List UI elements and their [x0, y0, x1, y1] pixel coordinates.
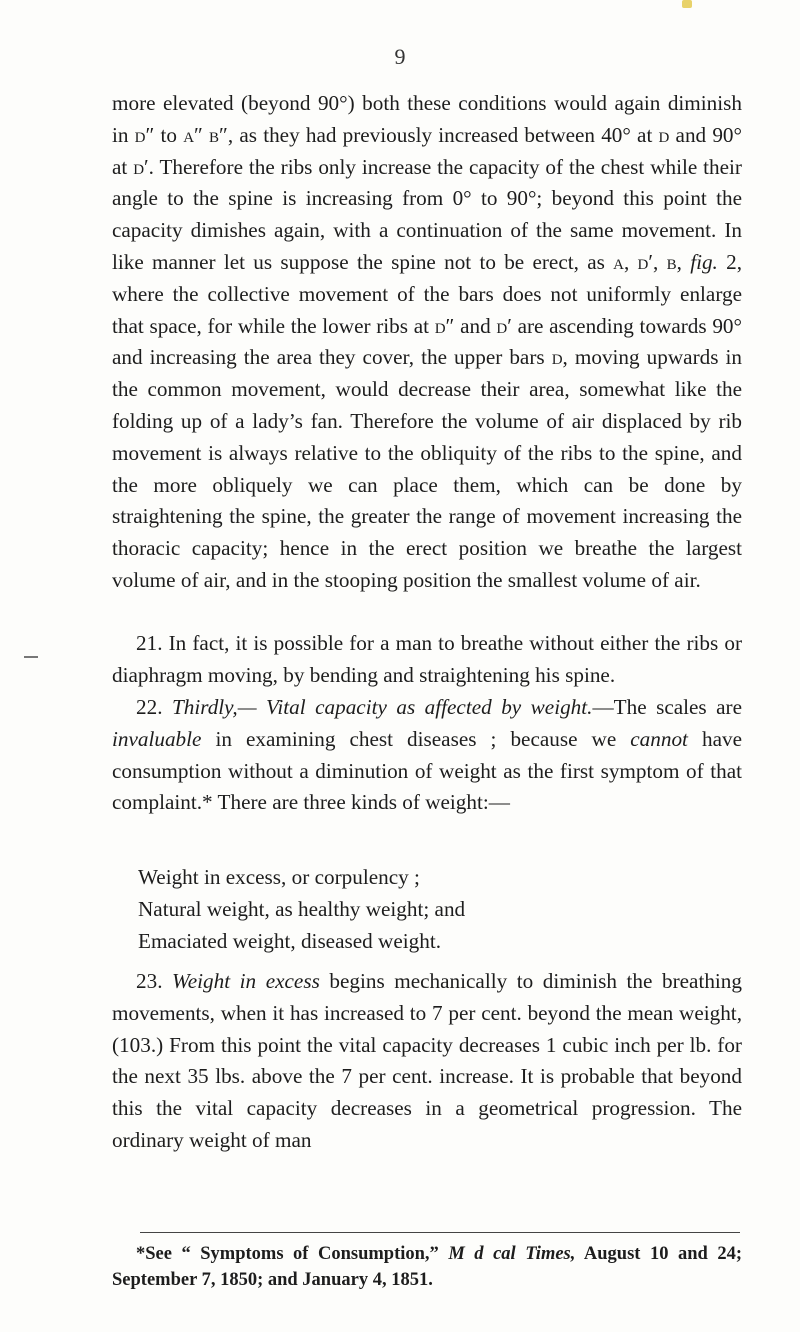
para1-letter-d1: d′ [133, 154, 149, 179]
para1-text-12: , moving upwards in the common movement, would decrease their area, somewhat like the folding up of a lady’s fan. Therefore the volume of air displaced by rib movement is always relative to the obliquity of the ribs to the spine, and the more obliquely we can place them, which can be done by straightening the spine, the greater the range of movement increasing the thoracic capacity; hence in the erect position we breathe the largest volume of air, and in the stooping position the smallest volume of air. [112, 345, 742, 592]
weight-item-excess: Weight in excess, or corpulency ; [138, 865, 420, 889]
footnote [112, 1241, 742, 1293]
para22-emphasis-2: cannot [630, 726, 688, 751]
para1-letter-d1b: d′ [637, 249, 654, 274]
paragraph-23 [112, 966, 742, 1157]
footnote-rule [140, 1232, 740, 1233]
margin-mark [24, 656, 38, 658]
paragraph-21 [112, 628, 742, 692]
footnote-text-2: August 10 and 24; September 7, 1850; and January 4, 1851. [112, 1244, 742, 1290]
para23-heading: Weight in excess [172, 969, 320, 993]
para1-text-3: , as they had previously increased between 40° at [227, 122, 659, 147]
para22-heading: Thirdly,— Vital capacity as affected by weight. [171, 695, 593, 719]
para1-text-1: more elevated (beyond 90°) both these conditions would again diminish in [112, 91, 742, 147]
para22-text-2: in examining chest diseases ; because we [201, 726, 631, 751]
para22-text-3: have consumption without a diminution of weight as the first symptom of that complaint.* There are three kinds of weight:— [112, 726, 742, 815]
para1-text-9: 2, where the collective movement of the bars does not uniformly enlarge that space, for while the lower ribs at [112, 249, 743, 338]
para1-text-5: . Therefore the ribs only increase the capacity of the chest while their angle to the spine is increasing from 0° to 90°; beyond this point the capacity dimishes again, with a continuation of the same movement. In like manner let us suppose the spine not to be erect, as [112, 154, 742, 274]
para1-text-2: to [154, 122, 184, 147]
para1-letter-d1c: d′ [496, 313, 512, 338]
para1-letter-a: a [613, 249, 624, 274]
para1-text-11: are ascending towards 90° and increasing the area they cover, the upper bars [112, 313, 742, 370]
footnote-journal: M d cal Times, [448, 1244, 576, 1264]
para1-letter-d2: d″ [134, 122, 155, 147]
footnote-text-1: *See “ Symptoms of Consumption,” [136, 1244, 449, 1264]
para1-letter-d-upper: d [551, 345, 563, 370]
para1-letter-d2b: d″ [434, 313, 455, 338]
para23-number: 23. [136, 969, 163, 993]
para1-letter-a2b2: a″ b″ [183, 122, 228, 147]
para1-fig-ref: fig. [690, 249, 718, 274]
paragraph-22 [112, 692, 742, 819]
page-number: 9 [394, 44, 406, 69]
para1-text-4: and 90° at [112, 122, 742, 179]
weight-item-emaciated: Emaciated weight, diseased weight. [138, 928, 441, 953]
para23-text: begins mechanically to diminish the breathing movements, when it has increased to 7 per cent. beyond the mean weight, (103.) From this point the vital capacity decreases 1 cubic inch per lb. for the next 35 lbs. above the 7 per cent. increase. It is probable that beyond this the vital capacity decreases in a geometrical progression. The ordinary weight of man [112, 969, 742, 1152]
para21-text: 21. In fact, it is possible for a man to breathe without either the ribs or diaphragm moving, by bending and straightening his spine. [112, 631, 742, 687]
page-corner-stain [682, 0, 692, 8]
para22-number: 22. [136, 695, 163, 719]
weight-list [138, 862, 738, 957]
para1-letter-d: d [658, 122, 670, 147]
para22-emphasis-1: invaluable [112, 726, 202, 751]
para1-letter-b: b [666, 249, 677, 274]
para1-text-7: , [653, 249, 667, 274]
para1-text-8: , [676, 249, 691, 274]
para22-text-1: —The scales are [592, 695, 742, 719]
paragraph-rib-movement [112, 88, 742, 597]
para1-text-10: and [454, 313, 497, 338]
para1-text-6: , [623, 249, 638, 274]
weight-item-natural: Natural weight, as healthy weight; and [138, 896, 466, 921]
